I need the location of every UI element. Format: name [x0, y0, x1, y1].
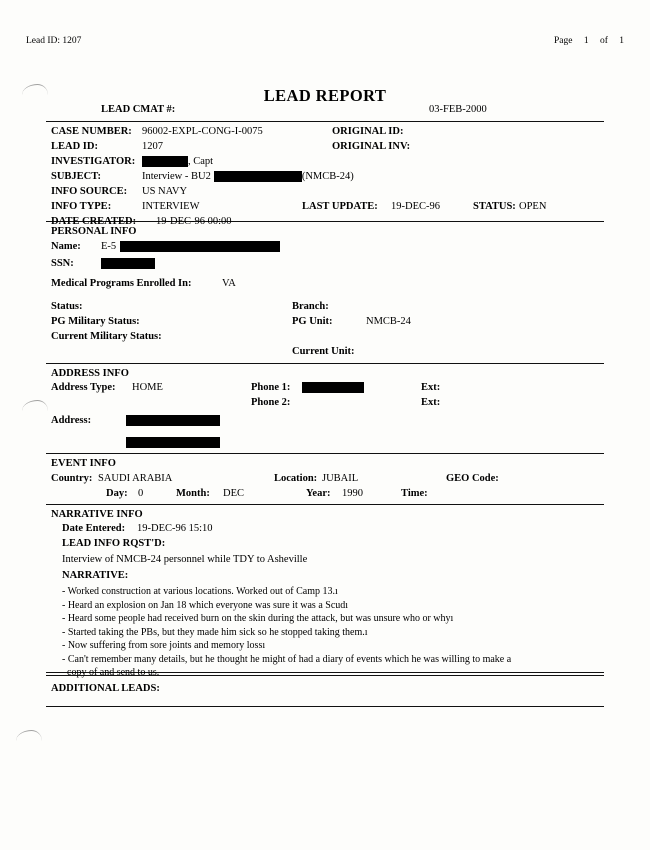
narrative-line: - Now suffering from sore joints and memory lossı [62, 640, 266, 651]
date-created-label: DATE CREATED: [51, 216, 137, 227]
medical-programs-label: Medical Programs Enrolled In: [51, 278, 192, 289]
info-type-value: INTERVIEW [142, 201, 200, 212]
phone2-label: Phone 2: [251, 397, 291, 408]
narrative-text [62, 585, 582, 680]
date-entered-value: 19-DEC-96 15:10 [137, 523, 213, 534]
month-value: DEC [223, 488, 244, 499]
last-update-value: 19-DEC-96 [391, 201, 440, 212]
month-label: Month: [176, 488, 210, 499]
personal-info-section [46, 222, 604, 363]
address-type-label: Address Type: [51, 382, 116, 393]
redaction-block [126, 415, 220, 426]
status-value: OPEN [519, 201, 547, 212]
original-inv-label: ORIGINAL INV: [332, 141, 411, 152]
redaction-block [142, 156, 188, 167]
additional-leads-title: ADDITIONAL LEADS: [51, 683, 160, 694]
date-created-value: 19-DEC-96 00:00 [156, 216, 232, 227]
scan-artifact-icon [22, 400, 48, 411]
info-type-label: INFO TYPE: [51, 201, 112, 212]
case-info-section [46, 122, 604, 227]
pg-unit-value: NMCB-24 [366, 316, 411, 327]
branch-label: Branch: [292, 301, 329, 312]
investigator-value: , Capt [188, 156, 214, 167]
lead-id-value: 1207 [142, 141, 163, 152]
narrative-label: NARRATIVE: [62, 570, 129, 581]
year-label: Year: [306, 488, 331, 499]
scan-artifact-icon [16, 730, 42, 741]
divider [46, 706, 604, 707]
lead-info-rqstd-label: LEAD INFO RQST'D: [62, 538, 166, 549]
page-total: 1 [619, 36, 624, 46]
page-current: 1 [583, 36, 589, 46]
status-field-label: Status: [51, 301, 83, 312]
lead-cmat-row [46, 104, 604, 121]
country-value: SAUDI ARABIA [98, 473, 173, 484]
day-label: Day: [106, 488, 128, 499]
page-title: LEAD REPORT [263, 86, 387, 105]
additional-leads-section [46, 676, 604, 706]
page-number-header [545, 36, 624, 46]
event-info-title: EVENT INFO [51, 458, 116, 469]
original-id-label: ORIGINAL ID: [332, 126, 404, 137]
status-label: STATUS: [473, 201, 516, 212]
case-number-value: 96002-EXPL-CONG-I-0075 [142, 126, 263, 137]
info-source-label: INFO SOURCE: [51, 186, 128, 197]
date-entered-label: Date Entered: [62, 523, 126, 534]
time-label: Time: [401, 488, 428, 499]
redaction-block [120, 241, 280, 252]
narrative-info-section [46, 505, 604, 678]
event-info-section [46, 454, 604, 504]
pg-unit-label: PG Unit: [292, 316, 333, 327]
lead-cmat-date: 03-FEB-2000 [429, 104, 487, 115]
year-value: 1990 [342, 488, 363, 499]
redaction-block [302, 382, 364, 393]
name-label: Name: [51, 241, 81, 252]
narrative-line: copy of and send to us. [67, 667, 160, 678]
medical-programs-value: VA [222, 278, 236, 289]
name-value: E-5 [101, 241, 117, 252]
narrative-line: - Started taking the PBs, but they made him sick so he stopped taking them.ı [62, 626, 368, 638]
narrative-line: - Can't remember many details, but he thought he might of had a diary of events which he was willing to make a [62, 653, 512, 665]
subject-value: Interview - BU2 [142, 171, 211, 182]
case-number-label: CASE NUMBER: [51, 126, 132, 137]
lead-id-label: LEAD ID: [51, 141, 98, 152]
address-label: Address: [51, 415, 92, 426]
location-value: JUBAIL [322, 473, 359, 484]
redaction-block [101, 258, 155, 269]
info-source-value: US NAVY [142, 186, 188, 197]
ext1-label: Ext: [421, 382, 441, 393]
current-unit-label: Current Unit: [292, 346, 355, 357]
redaction-block [126, 437, 220, 448]
current-military-status-label: Current Military Status: [51, 331, 162, 342]
subject-suffix: (NMCB-24) [301, 171, 354, 182]
lead-id-header [26, 36, 81, 46]
last-update-label: LAST UPDATE: [302, 201, 378, 212]
lead-id-header-value: 1207 [62, 36, 82, 46]
location-label: Location: [274, 473, 318, 484]
personal-info-title: PERSONAL INFO [51, 226, 137, 237]
lead-id-header-label: Lead ID: [26, 36, 61, 46]
phone1-label: Phone 1: [251, 382, 291, 393]
address-info-title: ADDRESS INFO [51, 368, 129, 379]
day-value: 0 [138, 488, 144, 499]
ext2-label: Ext: [421, 397, 441, 408]
narrative-line: - Worked construction at various locations. Worked out of Camp 13.ı [62, 586, 338, 597]
lead-cmat-label: LEAD CMAT #: [101, 104, 176, 115]
lead-info-rqstd-value: Interview of NMCB-24 personnel while TDY to Asheville [62, 554, 308, 565]
address-type-value: HOME [132, 382, 163, 393]
narrative-line: - Heard some people had received burn on the skin during the attack, but was unsure who or whyı [62, 613, 454, 624]
ssn-label: SSN: [51, 258, 74, 269]
country-label: Country: [51, 473, 93, 484]
subject-label: SUBJECT: [51, 171, 101, 182]
investigator-label: INVESTIGATOR: [51, 156, 136, 167]
narrative-line: - Heard an explosion on Jan 18 which everyone was sure it was a Scudı [62, 599, 349, 611]
page-of-label: of [599, 36, 608, 46]
page-label: Page [553, 36, 573, 46]
pg-military-status-label: PG Military Status: [51, 316, 140, 327]
narrative-info-title: NARRATIVE INFO [51, 509, 143, 520]
geo-code-label: GEO Code: [446, 473, 499, 484]
address-info-section [46, 364, 604, 453]
redaction-block [214, 171, 302, 182]
report-body [46, 104, 604, 707]
